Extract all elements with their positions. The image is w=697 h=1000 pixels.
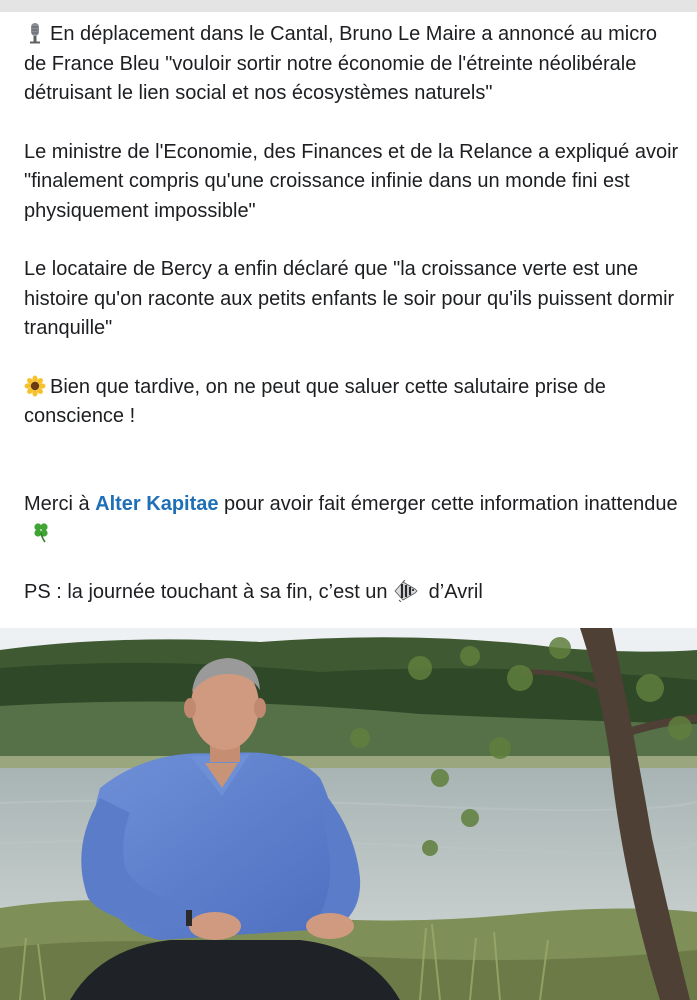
sunflower-icon xyxy=(24,375,46,397)
paragraph-bercy: Le locataire de Bercy a enfin déclaré que "la croissance verte est une histoire qu'on raconte aux petits enfants le soir pour qu'ils puissent dormir tranquille" xyxy=(24,258,675,339)
ps-text-after: d’Avril xyxy=(423,580,483,603)
paragraph-conclusion xyxy=(24,373,684,432)
lakeside-photo xyxy=(0,628,697,1000)
microphone-icon xyxy=(24,22,46,44)
thanks-text-before: Merci à xyxy=(24,492,96,515)
alter-kapitae-link[interactable]: Alter Kapitae xyxy=(95,492,219,515)
post-body xyxy=(24,20,684,607)
fish-icon xyxy=(393,580,419,602)
four-leaf-clover-icon xyxy=(30,521,52,543)
paragraph-announcement-text: En déplacement dans le Cantal, Bruno Le Maire a annoncé au micro de France Bleu "vouloir sortir notre économie de l'étreinte néolibérale détruisant le lien social et nos écosystèmes naturels" xyxy=(24,23,658,104)
ps-text-before: PS : la journée touchant à sa fin, c’est un xyxy=(24,580,394,603)
paragraph-ps xyxy=(24,578,684,608)
top-divider xyxy=(0,0,697,12)
paragraph-minister: Le ministre de l'Economie, des Finances et de la Relance a expliqué avoir "finalement compris qu'une croissance infinie dans un monde fini est physiquement impossible" xyxy=(24,140,679,222)
paragraph-thanks xyxy=(24,490,684,549)
post-photo[interactable] xyxy=(0,628,697,1000)
paragraph-conclusion-text: Bien que tardive, on ne peut que saluer cette salutaire prise de conscience ! xyxy=(24,375,606,427)
thanks-text-after: pour avoir fait émerger cette information inattendue xyxy=(218,492,678,515)
paragraph-announcement xyxy=(24,20,684,109)
